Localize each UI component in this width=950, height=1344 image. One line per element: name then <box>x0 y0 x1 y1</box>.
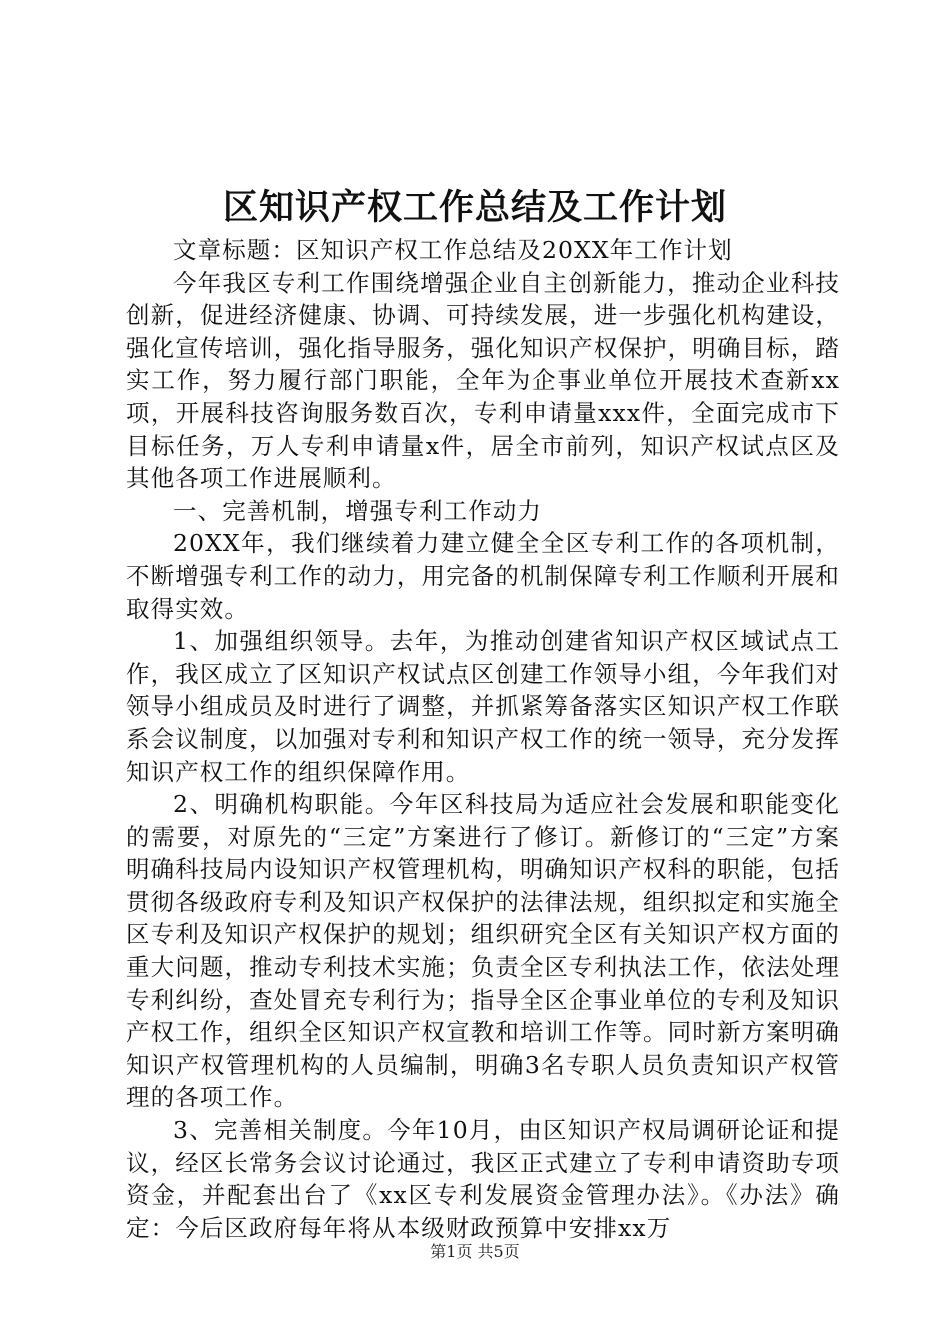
article-title-line: 文章标题：区知识产权工作总结及20XX年工作计划 <box>173 236 733 264</box>
item-2-paragraph: 2、明确机构职能。今年区科技局为适应社会发展和职能变化的需要，对原先的“三定”方案进行了修订。新修订的“三定”方案明确科技局内设知识产权管理机构，明确知识产权科的职能，包括贯彻各级政府专利及知识产权保护的法律法规，组织拟定和实施全区专利及知识产权保护的规划；组织研究全区有关知识产权方面的重大问题，推动专利技术实施；负责全区专利执法工作，依法处理专利纠纷，查处冒充专利行为；指导全区企事业单位的专利及知识产权工作，组织全区知识产权宣教和培训工作等。同时新方案明确知识产权管理机构的人员编制，明确3名专职人员负责知识产权管理的各项工作。 <box>126 790 840 1112</box>
document-title: 区知识产权工作总结及工作计划 <box>222 188 727 228</box>
page-footer: 第1页 共5页 <box>430 1242 520 1261</box>
item-3-paragraph: 3、完善相关制度。今年10月，由区知识产权局调研论证和提议，经区长常务会议讨论通过，我区正式建立了专利申请资助专项资金，并配套出台了《xx区专利发展资金管理办法》。《办法》确定：今后区政府每年将从本级财政预算中安排xx万 <box>126 1116 840 1242</box>
section-1-paragraph: 20XX年，我们继续着力建立健全全区专利工作的各项机制，不断增强专利工作的动力，用完备的机制保障专利工作顺利开展和取得实效。 <box>126 529 840 623</box>
document-body <box>126 234 840 1244</box>
intro-paragraph: 今年我区专利工作围绕增强企业自主创新能力，推动企业科技创新，促进经济健康、协调、可持续发展，进一步强化机构建设，强化宣传培训，强化指导服务，强化知识产权保护，明确目标，踏实工作，努力履行部门职能，全年为企事业单位开展技术查新xx项，开展科技咨询服务数百次，专利申请量xxx件，全面完成市下目标任务，万人专利申请量x件，居全市前列，知识产权试点区及其他各项工作进展顺利。 <box>126 268 840 493</box>
item-1-paragraph: 1、加强组织领导。去年，为推动创建省知识产权区域试点工作，我区成立了区知识产权试点区创建工作领导小组，今年我们对领导小组成员及时进行了调整，并抓紧筹备落实区知识产权工作联系会议制度，以加强对专利和知识产权工作的统一领导，充分发挥知识产权工作的组织保障作用。 <box>126 627 840 786</box>
section-heading-1: 一、完善机制，增强专利工作动力 <box>173 496 542 525</box>
